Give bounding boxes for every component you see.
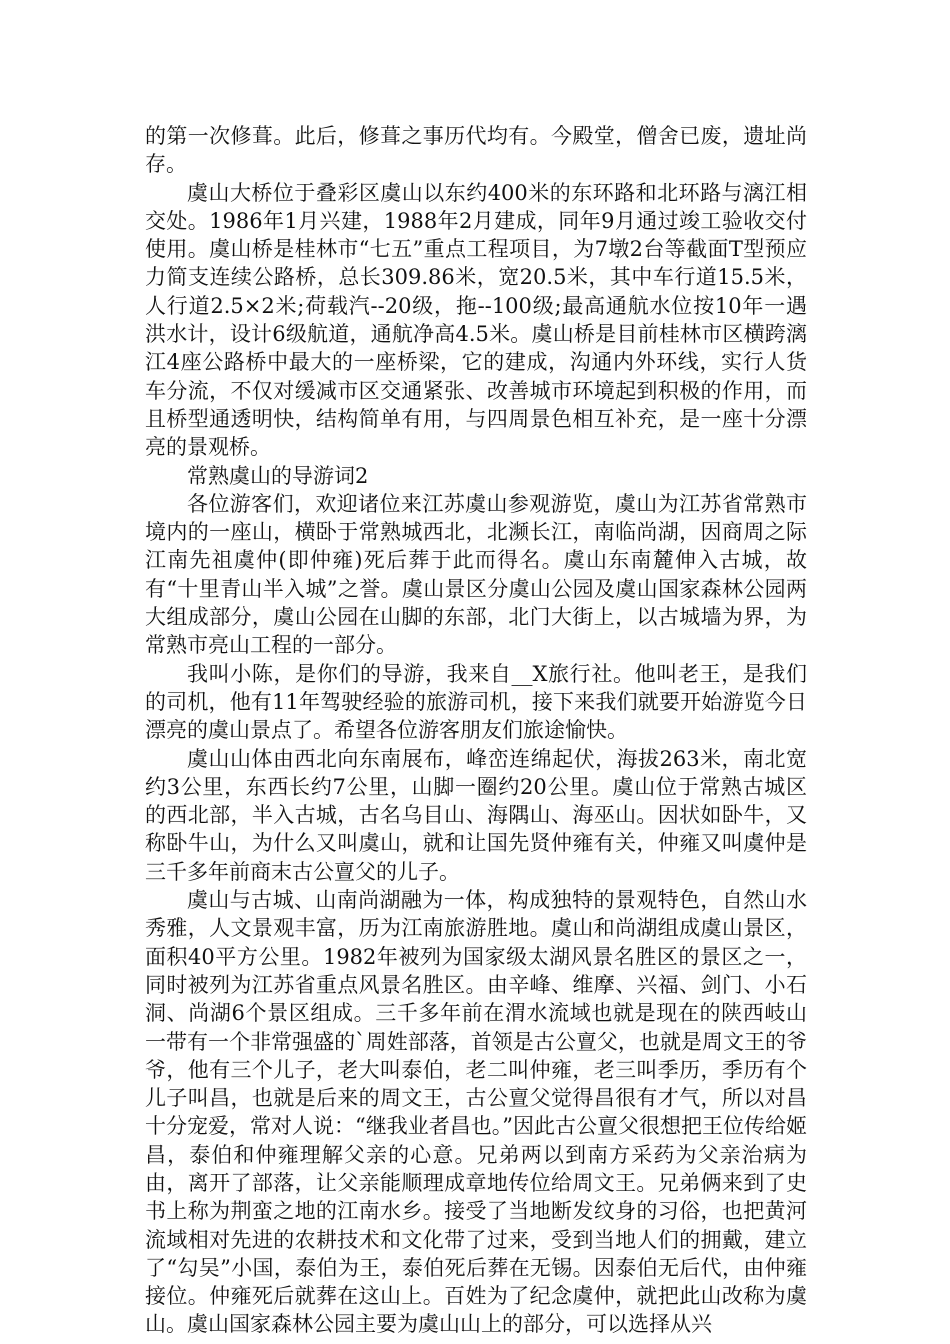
paragraph-mountain: 虞山山体由西北向东南展布，峰峦连绵起伏，海拔263米，南北宽约3公里，东西长约7公里，山脚一圈约20公里。虞山位于常熟古城区的西北部，半入古城，古名乌目山、海隅山、海巫山。因状如卧牛，又称卧牛山，为什么又叫虞山，就和让国先贤仲雍有关，仲雍又叫虞仲是三千多年前商末古公亶父的儿子。 <box>145 746 807 884</box>
paragraph-guide-intro: 我叫小陈，是你们的导游，我来自__X旅行社。他叫老王，是我们的司机，他有11年驾驶经验的旅游司机，接下来我们就要开始游览今日漂亮的虞山景点了。希望各位游客朋友们旅途愉快。 <box>145 661 807 743</box>
paragraph-history: 虞山与古城、山南尚湖融为一体，构成独特的景观特色，自然山水秀雅，人文景观丰富，历为江南旅游胜地。虞山和尚湖组成虞山景区，面积40平方公里。1982年被列为国家级太湖风景名胜区的景区之一，同时被列为江苏省重点风景名胜区。由辛峰、维摩、兴福、剑门、小石洞、尚湖6个景区组成。三千多年前在渭水流域也就是现在的陕西岐山一带有一个非常强盛的`周姓部落，首领是古公亶父，也就是周文王的爷爷，他有三个儿子，老大叫泰伯，老二叫仲雍，老三叫季历，季历有个儿子叫昌，也就是后来的周文王，古公亶父觉得昌很有才气，所以对昌十分宠爱，常对人说：“继我业者昌也。”因此古公亶父很想把王位传给姬昌，泰伯和仲雍理解父亲的心意。兄弟两以到南方采药为父亲治病为由，离开了部落，让父亲能顺理成章地传位给周文王。兄弟俩来到了史书上称为荆蛮之地的江南水乡。接受了当地断发纹身的习俗，也把黄河流域相对先进的农耕技术和文化带了过来，受到当地人们的拥戴，建立了“勾吴”小国，泰伯为王，泰伯死后葬在无锡。因泰伯无后代，由仲雍接位。仲雍死后就葬在这山上。百姓为了纪念虞仲，就把此山改称为虞山。虞山国家森林公园主要为虞山山上的部分，可以选择从兴 <box>145 888 807 1337</box>
section-heading: 常熟虞山的导游词2 <box>187 463 369 488</box>
paragraph-bridge: 虞山大桥位于叠彩区虞山以东约400米的东环路和北环路与漓江相交处。1986年1月兴建，1988年2月建成，同年9月通过竣工验收交付使用。虞山桥是桂林市“七五”重点工程项目，为7墩2台等截面T型预应力简支连续公路桥，总长309.86米，宽20.5米，其中车行道15.5米，人行道2.5×2米;荷载汽--20级，拖--100级;最高通航水位按10年一遇洪水计，设计6级航道，通航净高4.5米。虞山桥是目前桂林市区横跨漓江4座公路桥中最大的一座桥梁，它的建成，沟通内外环线，实行人货车分流，不仅对缓减市区交通紧张、改善城市环境起到积极的作用，而且桥型通透明快，结构简单有用，与四周景色相互补充，是一座十分漂亮的景观桥。 <box>145 180 807 460</box>
paragraph-welcome: 各位游客们，欢迎诸位来江苏虞山参观游览，虞山为江苏省常熟市境内的一座山，横卧于常熟城西北，北濒长江，南临尚湖，因商周之际江南先祖虞仲(即仲雍)死后葬于此而得名。虞山东南麓伸入古城，故有“十里青山半入城”之誉。虞山景区分虞山公园及虞山国家森林公园两大组成部分，虞山公园在山脚的东部，北门大街上，以古城墙为界，为常熟市亮山工程的一部分。 <box>145 491 807 658</box>
document-page <box>145 122 807 1339</box>
paragraph-continuation: 的第一次修葺。此后，修葺之事历代均有。今殿堂，僧舍已废，遗址尚存。 <box>145 124 807 177</box>
